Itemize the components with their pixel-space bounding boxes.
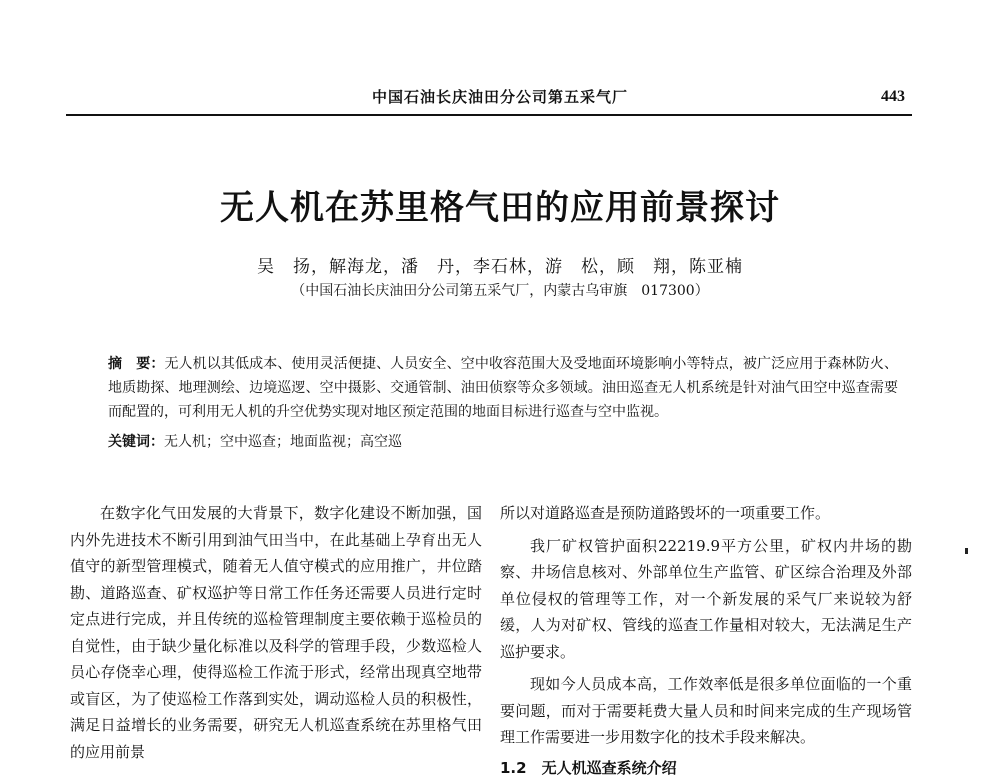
section-heading: 1.2 无人机巡查系统介绍	[500, 755, 912, 781]
keywords	[108, 430, 898, 454]
keywords-label: 关键词：	[108, 434, 164, 450]
page-number: 443	[881, 88, 905, 106]
body-column-right	[500, 500, 912, 781]
header-rule	[66, 114, 912, 116]
abstract	[108, 352, 898, 424]
keywords-text: 无人机；空中巡查；地面监视；高空巡	[164, 434, 402, 450]
body-paragraph: 我厂矿权管护面积22219.9平方公里，矿权内井场的勘察、井场信息核对、外部单位生产监管、矿区综合治理及外部单位侵权的管理等工作，对一个新发展的采气厂来说较为舒缓，人为对矿权、管线的巡查工作量相对较大，无法满足生产巡护要求。	[500, 533, 912, 666]
running-header: 中国石油长庆油田分公司第五采气厂	[0, 86, 1000, 107]
author-list: 吴 扬，解海龙，潘 丹，李石林，游 松，顾 翔，陈亚楠	[0, 252, 1000, 277]
abstract-text: 无人机以其低成本、使用灵活便捷、人员安全、空中收容范围大及受地面环境影响小等特点，被广泛应用于森林防火、地质勘探、地理测绘、边境巡逻、空中摄影、交通管制、油田侦察等众多领域。油田巡查无人机系统是针对油气田空中巡查需要而配置的，可利用无人机的升空优势实现对地区预定范围的地面目标进行巡查与空中监视。	[108, 356, 898, 420]
scan-mark	[965, 548, 968, 554]
body-paragraph: 现如今人员成本高，工作效率低是很多单位面临的一个重要问题，而对于需要耗费大量人员和时间来完成的生产现场管理工作需要进一步用数字化的技术手段来解决。	[500, 671, 912, 751]
body-paragraph: 在数字化气田发展的大背景下，数字化建设不断加强，国内外先进技术不断引用到油气田当中，在此基础上孕育出无人值守的新型管理模式，随着无人值守模式的应用推广，井位踏勘、道路巡查、矿权巡护等日常工作任务还需要人员进行定时定点进行完成，并且传统的巡检管理制度主要依赖于巡检员的自觉性，由于缺少量化标准以及科学的管理手段，少数巡检人员心存侥幸心理，使得巡检工作流于形式，经常出现真空地带或盲区，为了使巡检工作落到实处，调动巡检人员的积极性，满足日益增长的业务需要，研究无人机巡查系统在苏里格气田的应用前景	[70, 500, 482, 765]
paper-title: 无人机在苏里格气田的应用前景探讨	[0, 180, 1000, 229]
abstract-label: 摘 要：	[108, 356, 164, 372]
body-column-left	[70, 500, 482, 765]
author-affiliation: （中国石油长庆油田分公司第五采气厂，内蒙古乌审旗 017300）	[0, 280, 1000, 300]
body-paragraph: 所以对道路巡查是预防道路毁坏的一项重要工作。	[500, 500, 912, 527]
